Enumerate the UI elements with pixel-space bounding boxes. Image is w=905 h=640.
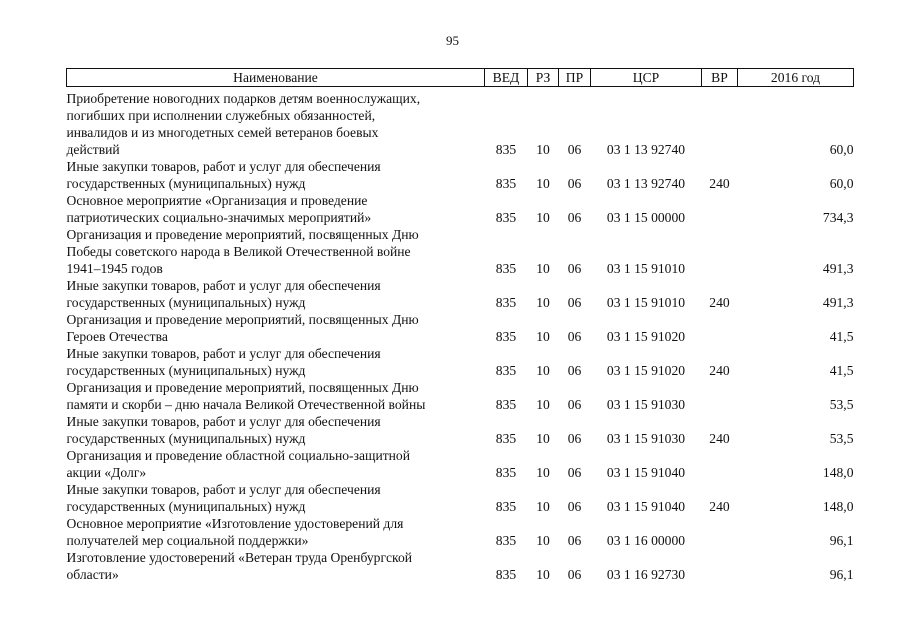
table-row <box>67 226 854 277</box>
row-csr: 03 1 16 00000 <box>606 533 686 548</box>
row-pr: 06 <box>567 567 582 582</box>
header-vr: ВР <box>702 69 738 87</box>
row-vr <box>702 226 738 277</box>
row-ved: 835 <box>495 261 517 276</box>
row-pr: 06 <box>567 533 582 548</box>
row-sum: 491,3 <box>822 261 854 276</box>
row-pr: 06 <box>567 465 582 480</box>
row-pr: 06 <box>567 295 582 310</box>
row-name: Организация и проведение мероприятий, посвященных Дню Героев Отечества <box>66 312 419 344</box>
row-rz: 10 <box>536 363 550 378</box>
row-rz: 10 <box>536 261 550 276</box>
row-rz: 10 <box>536 465 550 480</box>
row-sum: 53,5 <box>829 397 854 412</box>
row-name: Основное мероприятие «Изготовление удостоверений для получателей мер социальной поддержки» <box>66 516 404 548</box>
row-vr: 240 <box>709 176 730 191</box>
header-rz: РЗ <box>528 69 559 87</box>
header-pr: ПР <box>559 69 591 87</box>
row-vr: 240 <box>709 499 730 514</box>
row-pr: 06 <box>567 142 582 157</box>
row-pr: 06 <box>567 210 582 225</box>
row-vr <box>702 311 738 345</box>
row-sum: 60,0 <box>829 142 854 157</box>
row-pr: 06 <box>567 363 582 378</box>
row-name: Иные закупки товаров, работ и услуг для обеспечения государственных (муниципальных) нужд <box>66 414 381 446</box>
row-name: Организация и проведение мероприятий, посвященных Дню памяти и скорби – дню начала Великой Отечественной войны <box>66 380 426 412</box>
row-rz: 10 <box>536 176 550 191</box>
row-csr: 03 1 15 91030 <box>606 397 686 412</box>
row-name: Основное мероприятие «Организация и проведение патриотических социально-значимых мероприятий» <box>66 193 372 225</box>
table-row <box>67 87 854 159</box>
row-ved: 835 <box>495 176 517 191</box>
row-sum: 60,0 <box>829 176 854 191</box>
row-ved: 835 <box>495 397 517 412</box>
row-sum: 734,3 <box>822 210 854 225</box>
row-sum: 41,5 <box>829 329 854 344</box>
row-pr: 06 <box>567 397 582 412</box>
row-csr: 03 1 15 91020 <box>606 329 686 344</box>
row-rz: 10 <box>536 210 550 225</box>
row-csr: 03 1 15 91010 <box>606 295 686 310</box>
row-ved: 835 <box>495 431 517 446</box>
row-ved: 835 <box>495 567 517 582</box>
row-name: Организация и проведение областной социально-защитной акции «Долг» <box>66 448 411 480</box>
table-row <box>67 192 854 226</box>
row-rz: 10 <box>536 499 550 514</box>
row-ved: 835 <box>495 329 517 344</box>
row-ved: 835 <box>495 210 517 225</box>
row-vr: 240 <box>709 295 730 310</box>
row-vr <box>702 87 738 159</box>
table-header <box>67 69 854 87</box>
row-name: Организация и проведение мероприятий, посвященных Дню Победы советского народа в Великой Отечественной войне 1941–1945 годов <box>66 227 419 276</box>
row-vr: 240 <box>709 363 730 378</box>
table-row <box>67 515 854 549</box>
row-pr: 06 <box>567 261 582 276</box>
row-sum: 96,1 <box>829 567 854 582</box>
table-row <box>67 481 854 515</box>
row-sum: 96,1 <box>829 533 854 548</box>
page-number: 95 <box>446 33 459 48</box>
row-rz: 10 <box>536 329 550 344</box>
row-sum: 41,5 <box>829 363 854 378</box>
row-ved: 835 <box>495 363 517 378</box>
table-row <box>67 345 854 379</box>
row-csr: 03 1 15 91040 <box>606 465 686 480</box>
row-pr: 06 <box>567 176 582 191</box>
table-row <box>67 379 854 413</box>
row-ved: 835 <box>495 142 517 157</box>
header-ved: ВЕД <box>485 69 528 87</box>
row-name: Изготовление удостоверений «Ветеран труда Оренбургской области» <box>66 550 413 582</box>
row-ved: 835 <box>495 499 517 514</box>
row-csr: 03 1 15 91030 <box>606 431 686 446</box>
row-rz: 10 <box>536 431 550 446</box>
row-sum: 53,5 <box>829 431 854 446</box>
row-sum: 148,0 <box>822 465 854 480</box>
row-csr: 03 1 15 00000 <box>606 210 686 225</box>
row-csr: 03 1 13 92740 <box>606 142 686 157</box>
table-row <box>67 549 854 583</box>
table-body <box>67 87 854 584</box>
row-vr <box>702 379 738 413</box>
row-rz: 10 <box>536 533 550 548</box>
row-vr: 240 <box>709 431 730 446</box>
row-vr <box>702 447 738 481</box>
row-vr <box>702 515 738 549</box>
table-row <box>67 447 854 481</box>
row-rz: 10 <box>536 397 550 412</box>
header-year: 2016 год <box>738 69 854 87</box>
row-name: Иные закупки товаров, работ и услуг для обеспечения государственных (муниципальных) нужд <box>66 346 381 378</box>
table-row <box>67 311 854 345</box>
budget-table <box>66 68 854 583</box>
row-pr: 06 <box>567 329 582 344</box>
table-row <box>67 158 854 192</box>
row-pr: 06 <box>567 499 582 514</box>
row-csr: 03 1 13 92740 <box>606 176 686 191</box>
row-pr: 06 <box>567 431 582 446</box>
header-name: Наименование <box>67 69 485 87</box>
table-row <box>67 413 854 447</box>
row-vr <box>702 549 738 583</box>
row-name: Иные закупки товаров, работ и услуг для обеспечения государственных (муниципальных) нужд <box>66 482 381 514</box>
row-csr: 03 1 16 92730 <box>606 567 686 582</box>
row-rz: 10 <box>536 567 550 582</box>
row-sum: 148,0 <box>822 499 854 514</box>
row-ved: 835 <box>495 465 517 480</box>
row-name: Приобретение новогодних подарков детям военнослужащих, погибших при исполнении служебных обязанностей, инвалидов и из многодетных семей ветеранов боевых действий <box>66 91 421 157</box>
row-csr: 03 1 15 91040 <box>606 499 686 514</box>
row-name: Иные закупки товаров, работ и услуг для обеспечения государственных (муниципальных) нужд <box>66 159 381 191</box>
header-csr: ЦСР <box>591 69 702 87</box>
row-rz: 10 <box>536 295 550 310</box>
row-vr <box>702 192 738 226</box>
row-ved: 835 <box>495 295 517 310</box>
table-row <box>67 277 854 311</box>
row-name: Иные закупки товаров, работ и услуг для обеспечения государственных (муниципальных) нужд <box>66 278 381 310</box>
row-sum: 491,3 <box>822 295 854 310</box>
row-csr: 03 1 15 91010 <box>606 261 686 276</box>
row-csr: 03 1 15 91020 <box>606 363 686 378</box>
row-ved: 835 <box>495 533 517 548</box>
row-rz: 10 <box>536 142 550 157</box>
